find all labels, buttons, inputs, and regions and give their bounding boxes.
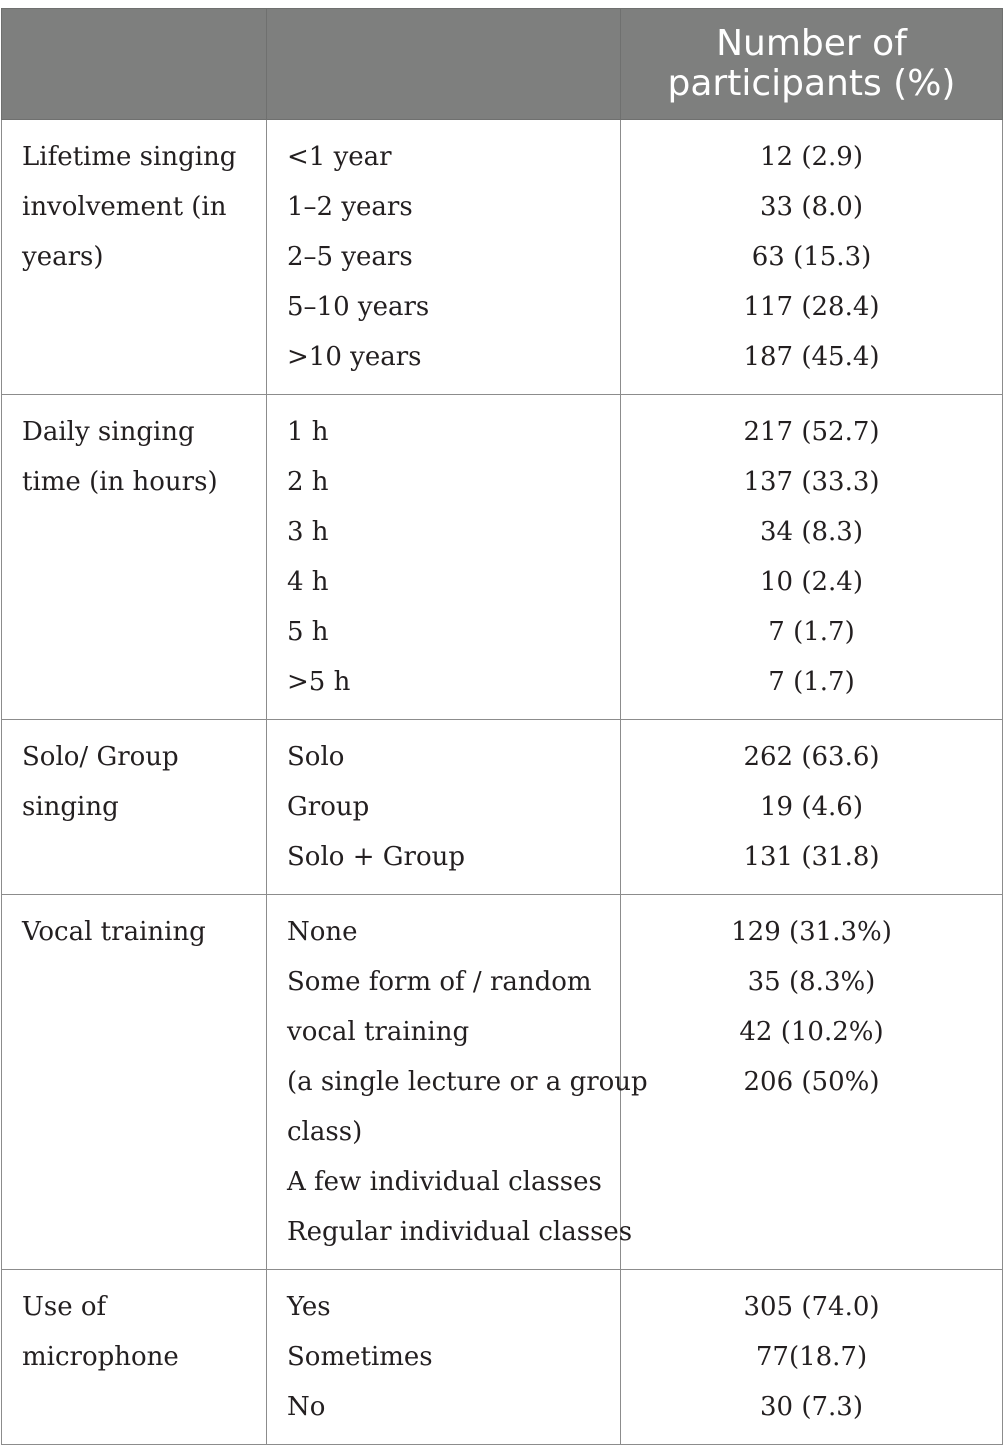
header-cell-category: [2, 9, 267, 120]
subcategory-item: (a single lecture or a group: [287, 1067, 648, 1097]
subcategory-item: Sometimes: [287, 1342, 433, 1372]
subcategory-item: 2–5 years: [287, 242, 413, 272]
category-cell: [2, 120, 267, 395]
value-item: 7 (1.7): [768, 667, 855, 697]
subcategory-item: 5 h: [287, 617, 329, 647]
category-label: Solo/ Group singing: [22, 742, 179, 822]
value-cell: [621, 895, 1003, 1270]
participants-table: [1, 8, 1003, 1445]
value-item: 63 (15.3): [751, 242, 872, 272]
value-item: 137 (33.3): [743, 467, 880, 497]
value-cell: [621, 1270, 1003, 1445]
category-cell: [2, 720, 267, 895]
value-item: 33 (8.0): [760, 192, 863, 222]
category-cell: [2, 895, 267, 1270]
category-label: Lifetime singing involvement (in years): [22, 142, 237, 272]
value-cell: [621, 395, 1003, 720]
subcategory-item: Regular individual classes: [287, 1217, 633, 1247]
value-item: 30 (7.3): [760, 1392, 863, 1422]
category-label: Daily singing time (in hours): [22, 417, 218, 497]
value-item: 19 (4.6): [760, 792, 863, 822]
value-item: 7 (1.7): [768, 617, 855, 647]
value-item: 117 (28.4): [743, 292, 880, 322]
subcategory-cell: [267, 895, 648, 1270]
subcategory-item: >5 h: [287, 667, 351, 697]
subcategory-item: Group: [287, 792, 370, 822]
table-row: [2, 895, 1003, 1270]
subcategory-cell: [267, 120, 621, 395]
value-item: 131 (31.8): [743, 842, 880, 872]
subcategory-item: 1 h: [287, 417, 329, 447]
subcategory-item: None: [287, 917, 358, 947]
value-item: 206 (50%): [743, 1067, 880, 1097]
subcategory-item: A few individual classes: [287, 1167, 602, 1197]
table-header: [2, 9, 1003, 120]
value-item: 217 (52.7): [743, 417, 880, 447]
value-item: 10 (2.4): [760, 567, 863, 597]
table-body: [2, 120, 1003, 1445]
table-row: [2, 1270, 1003, 1445]
header-row: [2, 9, 1003, 120]
category-label: Use of microphone: [22, 1292, 179, 1372]
subcategory-item: Yes: [287, 1292, 331, 1322]
subcategory-cell: [267, 1270, 621, 1445]
category-cell: [2, 1270, 267, 1445]
header-cell-subcategory: [267, 9, 621, 120]
subcategory-item: 3 h: [287, 517, 329, 547]
subcategory-item: 1–2 years: [287, 192, 413, 222]
subcategory-item: Solo: [287, 742, 345, 772]
subcategory-cell: [267, 720, 621, 895]
subcategory-item: >10 years: [287, 342, 422, 372]
table-row: [2, 120, 1003, 395]
value-item: 35 (8.3%): [747, 967, 876, 997]
table-row: [2, 720, 1003, 895]
value-item: 12 (2.9): [760, 142, 863, 172]
category-label: Vocal training: [22, 917, 206, 947]
value-item: 42 (10.2%): [739, 1017, 884, 1047]
value-item: 187 (45.4): [743, 342, 880, 372]
value-item: 305 (74.0): [743, 1292, 880, 1322]
subcategory-cell: [267, 395, 621, 720]
subcategory-item: 2 h: [287, 467, 329, 497]
value-item: 34 (8.3): [760, 517, 863, 547]
subcategory-item: Some form of / random: [287, 967, 592, 997]
subcategory-item: 4 h: [287, 567, 329, 597]
header-count-line-2: participants (%): [667, 63, 956, 104]
subcategory-item: 5–10 years: [287, 292, 430, 322]
value-cell: [621, 720, 1003, 895]
category-cell: [2, 395, 267, 720]
header-count-line-1: Number of: [716, 23, 907, 64]
table-row: [2, 395, 1003, 720]
value-item: 129 (31.3%): [731, 917, 892, 947]
value-item: 262 (63.6): [743, 742, 880, 772]
subcategory-item: Solo + Group: [287, 842, 465, 872]
subcategory-item: vocal training: [287, 1017, 470, 1047]
subcategory-item: class): [287, 1117, 363, 1147]
subcategory-item: No: [287, 1392, 326, 1422]
value-item: 77(18.7): [755, 1342, 868, 1372]
subcategory-item: <1 year: [287, 142, 392, 172]
header-cell-count: [621, 9, 1003, 120]
value-cell: [621, 120, 1003, 395]
